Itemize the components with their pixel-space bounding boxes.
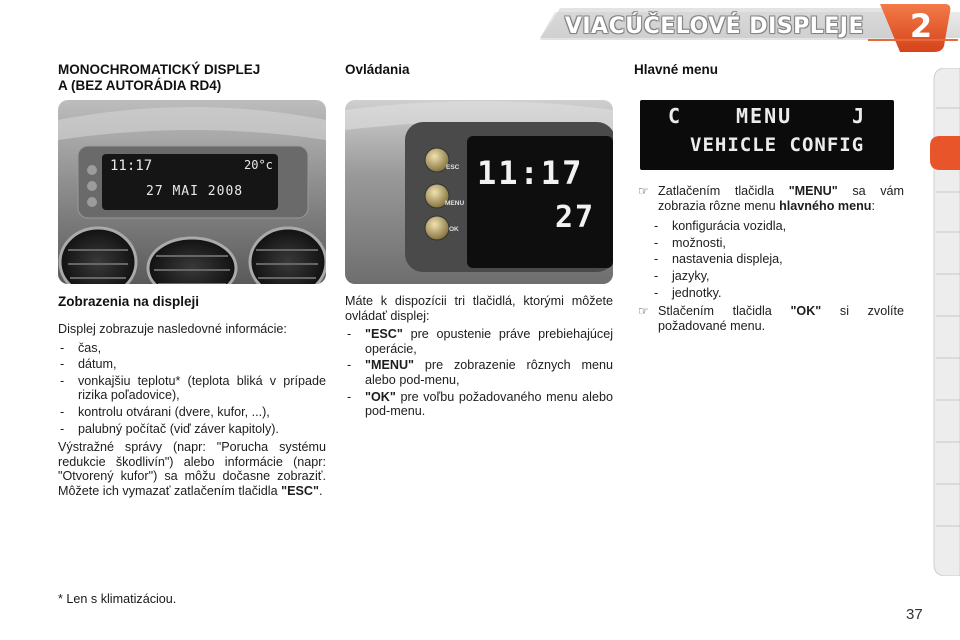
list-item: - konfigurácia vozidla,: [654, 219, 787, 234]
control-buttons-photo: [345, 100, 613, 284]
chapter-number: 2: [909, 7, 933, 45]
chapter-side-tabs: [928, 68, 960, 576]
hand-pointer-icon: ☞: [638, 304, 649, 319]
list-item: - jednotky.: [654, 285, 722, 300]
lcd-day: 27: [555, 200, 596, 235]
col2-intro: Máte k dispozícii tri tlačidlá, ktorými môžete ovládať displej:: [345, 294, 613, 323]
buttons-list: [345, 327, 613, 419]
list-item: - vonkajšiu teplotu* (teplota bliká v prípade rizika poľadovice),: [60, 373, 326, 403]
ok-paragraph: ☞ Stlačením tlačidla "OK" si zvolíte požadované menu.: [638, 304, 905, 333]
col1-heading: MONOCHROMATICKÝ DISPLEJ A (BEZ AUTORÁDIA RD4): [58, 62, 261, 93]
lcd-bracket-left: C: [668, 104, 681, 128]
ok-key-label: "OK": [790, 304, 822, 319]
list-item: - "ESC" pre opustenie práve prebiehajúcej operácie,: [347, 327, 613, 356]
menu-lcd-display: [640, 100, 894, 170]
col3-body: [634, 184, 904, 337]
menu-key-label: "MENU": [788, 184, 838, 198]
lcd-temperature: 20°c: [244, 158, 273, 172]
lcd-time: 11:17: [477, 154, 584, 192]
lcd-bracket-right: J: [852, 104, 865, 128]
ok-button: OK: [449, 226, 459, 233]
col1-intro: Displej zobrazuje nasledovné informácie:: [58, 322, 287, 336]
chapter-title: VIACÚČELOVÉ DISPLEJE: [564, 14, 864, 39]
menu-paragraph: ☞ Zatlačením tlačidla "MENU" sa vám zobrazia rôzne menu hlavného menu:: [638, 184, 904, 213]
display-info-list: [58, 341, 326, 437]
lcd-menu-label: MENU: [736, 104, 793, 128]
warning-paragraph: Výstražné správy (napr: "Porucha systému redukcie škodlivín") alebo informácie (napr: "Otvorený kufor") sa môžu dočasne zobraziť. Môžete ich vymazať zatlačením tlačidla "ESC".: [58, 440, 326, 498]
ok-key-label: "OK": [365, 389, 396, 404]
col2-body: [345, 294, 613, 423]
list-item: - palubný počítač (viď záver kapitoly).: [60, 421, 279, 436]
menu-button: MENU: [445, 200, 465, 207]
main-menu-list: [634, 219, 904, 300]
esc-button: ESC: [446, 164, 460, 171]
lcd-vehicle-config: VEHICLE CONFIG: [690, 134, 865, 156]
hand-pointer-icon: ☞: [638, 184, 649, 198]
list-item: - čas,: [60, 340, 102, 355]
menu-key-label: "MENU": [365, 358, 415, 373]
active-chapter-tab: [930, 136, 960, 170]
list-item: - možnosti,: [654, 235, 726, 250]
lcd-time: 11:17: [110, 158, 153, 174]
dashboard-display-photo: [58, 100, 326, 284]
page-number: 37: [906, 606, 923, 623]
col2-heading: Ovládania: [345, 62, 410, 77]
list-item: - dátum,: [60, 357, 117, 372]
list-item: - nastavenia displeja,: [654, 252, 783, 267]
esc-key-label: "ESC": [365, 327, 403, 342]
esc-key-label: "ESC": [281, 483, 319, 498]
list-item: - kontrolu otvárani (dvere, kufor, ...),: [60, 404, 270, 419]
footnote: * Len s klimatizáciou.: [58, 592, 177, 606]
col3-heading: Hlavné menu: [634, 62, 719, 77]
col1-body: [58, 322, 326, 503]
list-item: - jazyky,: [654, 268, 710, 283]
lcd-date: 27 MAI 2008: [146, 184, 244, 199]
list-item: - "MENU" pre zobrazenie rôznych menu alebo pod-menu,: [347, 358, 613, 387]
list-item: - "OK" pre voľbu požadovaného menu alebo pod-menu.: [347, 389, 613, 419]
section-title-display-info: Zobrazenia na displeji: [58, 294, 200, 309]
